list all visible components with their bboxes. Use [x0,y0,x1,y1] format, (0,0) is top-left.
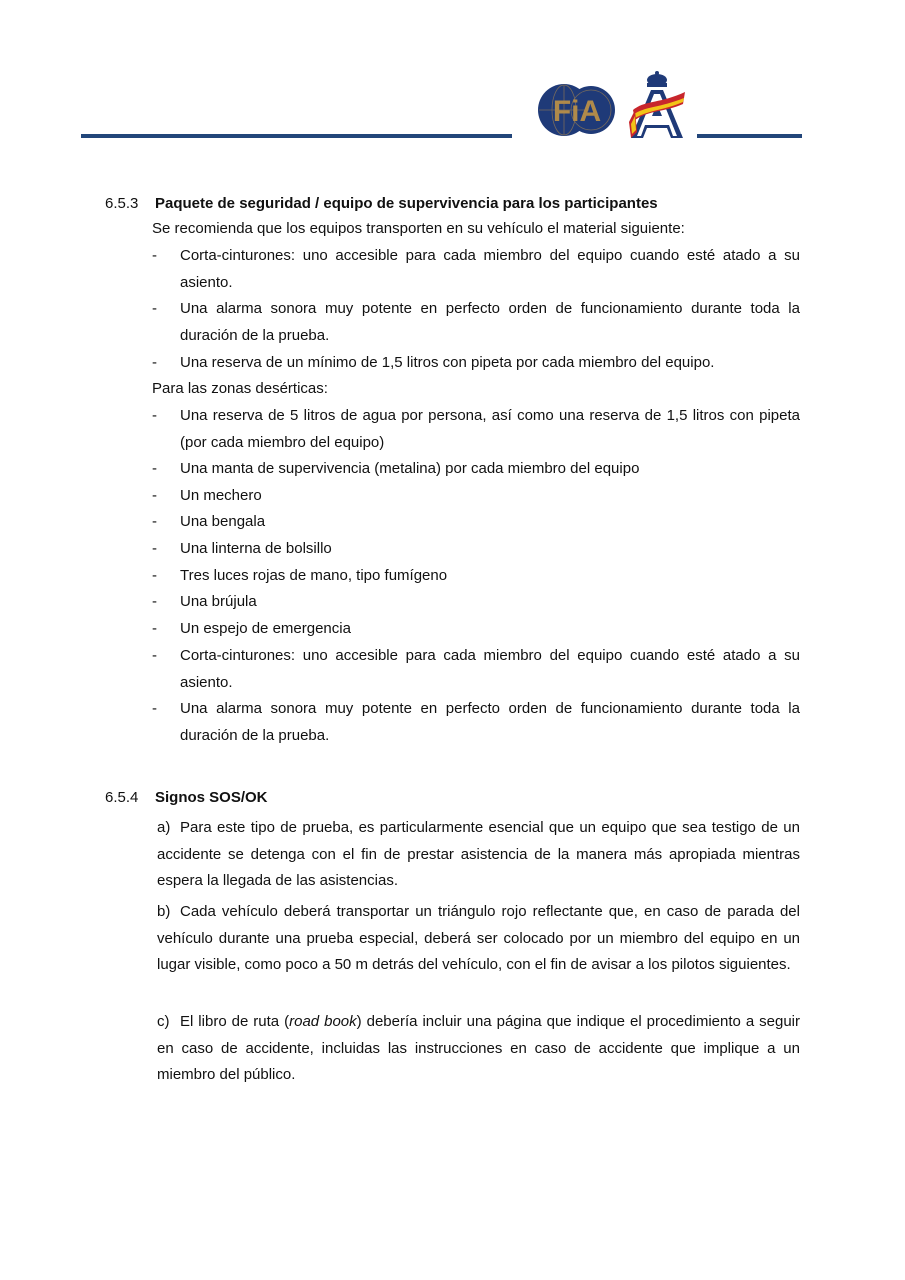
subheading-desert: Para las zonas desérticas: [152,380,328,397]
section-heading-6-5-3 [105,190,658,217]
list-item: - Corta-cinturones: uno accesible para cada miembro del equipo cuando esté atado a su asiento. [152,643,800,696]
bullet-dash: - [152,247,157,264]
header-rule-right [697,134,802,138]
header-rule-left [81,134,512,138]
section-heading-6-5-4 [105,784,268,811]
section-title: Signos SOS/OK [155,789,268,806]
svg-text:FiA: FiA [552,95,602,128]
bullet-dash: - [152,460,157,477]
bullet-dash: - [152,540,157,557]
paragraph-label: b) [157,903,171,920]
section-intro: Se recomienda que los equipos transporten en su vehículo el material siguiente: [152,220,685,237]
list-item: - Corta-cinturones: uno accesible para cada miembro del equipo cuando esté atado a su asiento. [152,243,800,296]
paragraph-c: c) El libro de ruta (road book) debería incluir una página que indique el procedimiento a seguir en caso de accidente, incluidas las instrucciones en caso de accidente que implique a un miembro del público. [157,1009,800,1089]
bullet-dash: - [152,354,157,371]
list-item: - Una linterna de bolsillo [152,536,800,563]
bullet-dash: - [152,300,157,317]
list-item: - Una alarma sonora muy potente en perfecto orden de funcionamiento durante toda la duración de la prueba. [152,696,800,749]
list-item: - Una reserva de 5 litros de agua por persona, así como una reserva de 1,5 litros con pipeta (por cada miembro del equipo) [152,403,800,456]
bullet-dash: - [152,487,157,504]
list-item: - Una manta de supervivencia (metalina) por cada miembro del equipo [152,456,800,483]
paragraph-label: a) [157,819,171,836]
list-item: - Una alarma sonora muy potente en perfecto orden de funcionamiento durante toda la duración de la prueba. [152,296,800,349]
list-item: - Un espejo de emergencia [152,616,800,643]
list-item: - Una bengala [152,509,800,536]
section-number: 6.5.4 [105,789,139,806]
section-number: 6.5.3 [105,195,139,212]
italic-term: road book [289,1013,357,1030]
bullet-dash: - [152,513,157,530]
bullet-dash: - [152,567,157,584]
bullet-dash: - [152,620,157,637]
section-title: Paquete de seguridad / equipo de supervivencia para los participantes [155,195,658,212]
bullet-dash: - [152,593,157,610]
bullet-dash: - [152,647,157,664]
bullet-dash: - [152,700,157,717]
paragraph-b: b) Cada vehículo deberá transportar un triángulo rojo reflectante que, en caso de parada del vehículo durante una prueba especial, deberá ser colocado por un miembro del equipo en un lugar visible, como poco a 50 m detrás del vehículo, con el fin de avisar a los pilotos siguientes. [157,899,800,979]
list-item: - Una reserva de un mínimo de 1,5 litros con pipeta por cada miembro del equipo. [152,350,800,377]
list-item: - Tres luces rojas de mano, tipo fumígeno [152,563,800,590]
fia-logo-icon [537,82,617,138]
paragraph-a: a) Para este tipo de prueba, es particularmente esencial que un equipo que sea testigo de un accidente se detenga con el fin de prestar asistencia de la manera más apropiada mientras espera la llegada de las asistencias. [157,815,800,895]
bullet-dash: - [152,407,157,424]
list-item: - Una brújula [152,589,800,616]
paragraph-label: c) [157,1013,170,1030]
list-item: - Un mechero [152,483,800,510]
rfeda-logo-icon [625,70,689,140]
